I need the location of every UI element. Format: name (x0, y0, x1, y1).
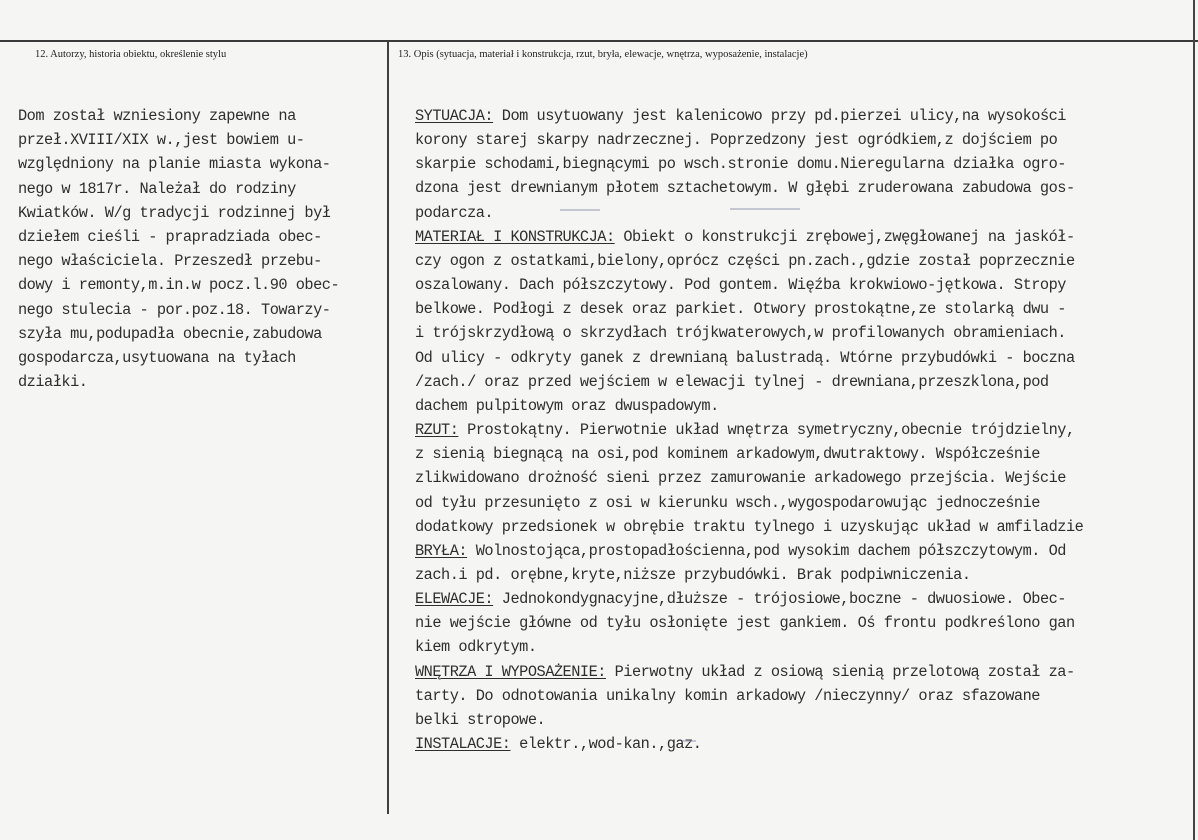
description-line (415, 321, 1193, 345)
description-line (415, 152, 1193, 176)
description-line (415, 225, 1193, 249)
description-line (415, 515, 1193, 539)
section-text: belkowe. Podłogi z desek oraz parkiet. Otwory prostokątne,ze stolarką dwu - (415, 300, 1066, 319)
history-line: nego właściciela. Przeszedł przebu- (18, 252, 322, 271)
description-line (415, 370, 1193, 394)
history-line: Kwiatków. W/g tradycji rodzinnej był (18, 203, 331, 222)
section-text: zach.i pd. orębne,kryte,niższe przybudówki. Brak podpiwniczenia. (415, 565, 971, 584)
description-line (415, 176, 1193, 200)
section-text: kiem odkrytym. (415, 638, 537, 657)
history-line: działki. (18, 373, 88, 392)
history-line: gospodarcza,usytuowana na tyłach (18, 349, 296, 368)
section-text: Prostokątny. Pierwotnie układ wnętrza symetryczny,obecnie trójdzielny, (458, 421, 1075, 440)
section-text: korony starej skarpy nadrzecznej. Poprzedzony jest ogródkiem,z dojściem po (415, 131, 1058, 150)
description-line (415, 394, 1193, 418)
history-line: dziełem cieśli - prapradziada obec- (18, 228, 322, 247)
description-line (415, 442, 1193, 466)
description-line (415, 611, 1193, 635)
history-line: nego w 1817r. Należał do rodziny (18, 179, 296, 198)
description-line (415, 201, 1193, 225)
section-text: i trójskrzydłową o skrzydłach trójkwaterowych,w profilowanych obramieniach. (415, 324, 1066, 343)
description-line (415, 491, 1193, 515)
section-text: od tyłu przesunięto z osi w kierunku wsch.,wygospodarowując jednocześnie (415, 493, 1040, 512)
section-text: dodatkowy przedsionek w obrębie traktu tylnego i uzyskując układ w amfiladzie (415, 517, 1084, 536)
history-line: przeł.XVIII/XIX w.,jest bowiem u- (18, 131, 305, 150)
description-line (415, 418, 1193, 442)
field-12-label: 12. Autorzy, historia obiektu, określenie stylu (35, 49, 227, 60)
faint-mark (560, 209, 600, 211)
section-text: Jednokondygnacyjne,dłuższe - trójosiowe,boczne - dwuosiowe. Obec- (493, 590, 1066, 609)
description-line (415, 539, 1193, 563)
section-text: elektr.,wod-kan.,gaz. (510, 735, 702, 754)
section-heading: INSTALACJE: (415, 735, 511, 754)
page-edge-rule (1193, 0, 1195, 840)
description-line (415, 660, 1193, 684)
history-line: Dom został wzniesiony zapewne na (18, 107, 296, 125)
description-line (415, 466, 1193, 490)
description-line (415, 732, 1193, 756)
history-line: nego stulecia - por.poz.18. Towarzy- (18, 300, 331, 319)
description-line (415, 297, 1193, 321)
section-text: oszalowany. Dach półszczytowy. Pod gontem. Więźba krokwiowo-jętkowa. Stropy (415, 276, 1066, 295)
description-line (415, 128, 1193, 152)
faint-mark (730, 208, 800, 210)
section-text: Obiekt o konstrukcji zrębowej,zwęgłowanej na jaskół- (614, 227, 1075, 246)
section-text: dzona jest drewnianym płotem sztachetowym. W głębi zruderowana zabudowa gos- (415, 179, 1075, 198)
section-heading: BRYŁA: (415, 541, 468, 560)
header-rule (0, 40, 1198, 42)
section-text: Pierwotny układ z osiową sienią przelotową został za- (605, 662, 1075, 681)
section-text: dachem pulpitowym oraz dwuspadowym. (415, 396, 719, 415)
description-line (415, 635, 1193, 659)
section-heading: WNĘTRZA I WYPOSAŻENIE: (415, 662, 606, 681)
section-heading: ELEWACJE: (415, 590, 494, 609)
history-text-block (18, 104, 388, 394)
faint-mark (682, 740, 696, 742)
history-line: dowy i remonty,m.in.w pocz.l.90 obec- (18, 276, 340, 295)
description-line (415, 104, 1193, 128)
description-line (415, 249, 1193, 273)
section-text: Dom usytuowany jest kalenicowo przy pd.pierzei ulicy,na wysokości (493, 107, 1066, 125)
description-line (415, 684, 1193, 708)
section-text: nie wejście główne od tyłu osłonięte jest gankiem. Oś frontu podkreślono gan (415, 614, 1075, 633)
field-13-label: 13. Opis (sytuacja, materiał i konstrukcja, rzut, bryła, elewacje, wnętrza, wyposażenie, instalacje) (398, 49, 808, 60)
section-text: Od ulicy - odkryty ganek z drewnianą balustradą. Wtórne przybudówki - boczna (415, 348, 1075, 367)
description-line (415, 563, 1193, 587)
section-heading: MATERIAŁ I KONSTRUKCJA: (415, 227, 615, 246)
section-text: czy ogon z ostatkami,bielony,oprócz części pn.zach.,gdzie został poprzecznie (415, 251, 1075, 270)
section-text: z sienią biegnącą na osi,pod kominem arkadowym,dwutraktowy. Współcześnie (415, 445, 1040, 464)
section-text: podarcza. (415, 203, 494, 222)
history-line: szyła mu,podupadła obecnie,zabudowa (18, 324, 322, 343)
description-line (415, 273, 1193, 297)
section-text: Wolnostojąca,prostopadłościenna,pod wysokim dachem półszczytowym. Od (467, 541, 1066, 560)
description-line (415, 587, 1193, 611)
section-text: /zach./ oraz przed wejściem w elewacji tylnej - drewniana,przeszklona,pod (415, 372, 1049, 391)
description-line (415, 346, 1193, 370)
section-heading: RZUT: (415, 421, 459, 440)
section-text: skarpie schodami,biegnącymi po wsch.stronie domu.Nieregularna działka ogro- (415, 155, 1066, 174)
description-line (415, 708, 1193, 732)
section-heading: SYTUACJA: (415, 107, 494, 125)
section-text: tarty. Do odnotowania unikalny komin arkadowy /nieczynny/ oraz sfazowane (415, 686, 1040, 705)
history-line: wzglȩdniony na planie miasta wykona- (18, 155, 331, 174)
section-text: zlikwidowano drożność sieni przez zamurowanie arkadowego przejścia. Wejście (415, 469, 1066, 488)
section-text: belki stropowe. (415, 710, 546, 729)
description-text-block (415, 104, 1193, 756)
